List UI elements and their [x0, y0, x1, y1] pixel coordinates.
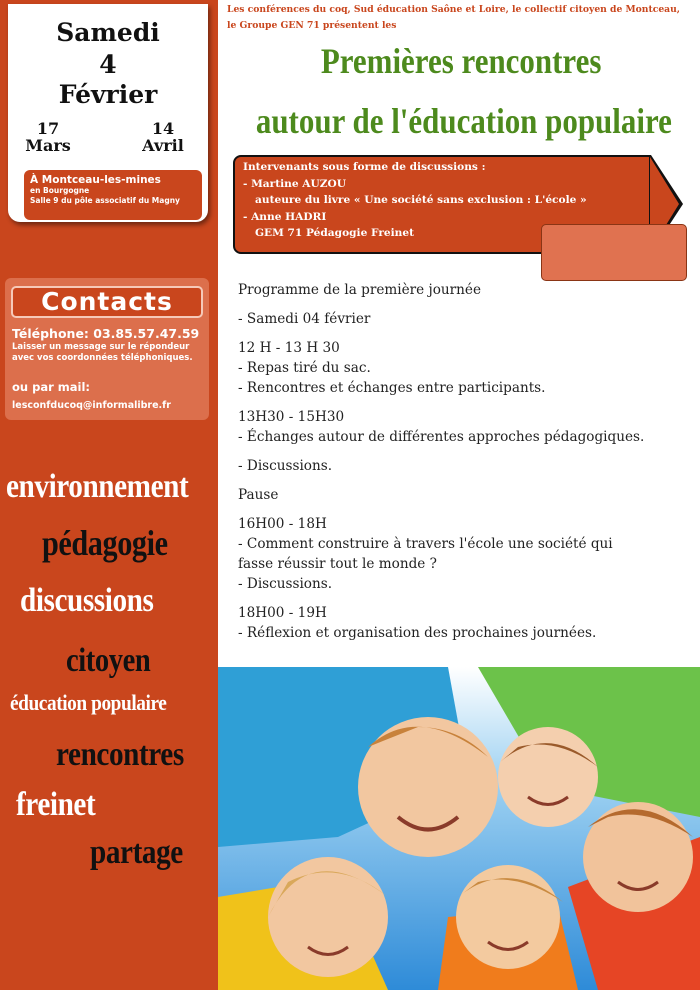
slot-5-item-1: - Réflexion et organisation des prochaines journées. [238, 625, 597, 641]
second-date-month: Mars [25, 136, 71, 155]
program-heading: Programme de la première journée [238, 282, 482, 298]
slot-1-item-1: - Repas tiré du sac. [238, 360, 371, 376]
location-city: À Montceau-les-mines [30, 174, 161, 186]
slot-4-item-1: - Comment construire à travers l'école une société qui [238, 536, 613, 552]
slot-4-item-2: fasse réussir tout le monde ? [238, 556, 437, 572]
speakers-heading: Intervenants sous forme de discussions : [243, 161, 486, 173]
left-sidebar [0, 0, 218, 990]
children-photo-illustration [218, 667, 700, 990]
second-date-day: 17 [36, 119, 60, 138]
title-line-1-text: Premières rencontres [320, 41, 602, 81]
third-date-month: Avril [142, 136, 184, 155]
keyword-freinet: freinet [16, 786, 96, 823]
slot-2-time: 13H30 - 15H30 [238, 409, 345, 425]
page-title-line-2 [222, 100, 700, 142]
slot-pause: Pause [238, 487, 279, 503]
speaker-2-name: - Anne HADRI [243, 210, 327, 223]
location-venue: Salle 9 du pôle associatif du Magny [30, 196, 180, 205]
keyword-rencontres: rencontres [56, 736, 184, 773]
event-month: Février [58, 80, 158, 109]
event-day: Samedi [56, 18, 160, 47]
program-date: - Samedi 04 février [238, 311, 371, 327]
page-title-line-1 [222, 40, 700, 82]
keyword-discussions: discussions [20, 582, 154, 619]
contact-phone: Téléphone: 03.85.57.47.59 [12, 326, 200, 341]
contact-mail-label: ou par mail: [12, 380, 90, 394]
title-line-2-text: autour de l'éducation populaire [255, 101, 672, 141]
speaker-1-role: auteure du livre « Une société sans exclusion : L'école » [255, 194, 587, 206]
organizers-text [227, 2, 697, 34]
decorative-rectangle [541, 224, 687, 281]
third-date-day: 14 [151, 119, 175, 138]
slot-1-time: 12 H - 13 H 30 [238, 340, 340, 356]
contacts-title: Contacts [11, 286, 203, 318]
contact-email: lesconfducoq@informalibre.fr [12, 400, 171, 411]
speaker-1-name: - Martine AUZOU [243, 177, 346, 190]
slot-2-item-2: - Discussions. [238, 458, 333, 474]
slot-2-item-1: - Échanges autour de différentes approches pédagogiques. [238, 429, 645, 445]
slot-4-time: 16H00 - 18H [238, 516, 327, 532]
slot-1-item-2: - Rencontres et échanges entre participants. [238, 380, 546, 396]
event-day-number: 4 [99, 50, 117, 79]
keyword-partage: partage [90, 834, 183, 871]
second-date [18, 120, 78, 154]
slot-5-time: 18H00 - 19H [238, 605, 327, 621]
program-section [238, 280, 688, 643]
location-region: en Bourgogne [30, 186, 90, 195]
keyword-education-populaire: éducation populaire [10, 690, 167, 715]
slot-4-item-3: - Discussions. [238, 576, 333, 592]
organizers-line-1: Les conférences du coq, Sud éducation Saône et Loire, le collectif citoyen de Montceau, [227, 4, 681, 15]
organizers-line-2: le Groupe GEN 71 présentent les [227, 20, 397, 31]
children-photo [218, 667, 700, 990]
keyword-pedagogie: pédagogie [42, 523, 168, 563]
location-box [24, 170, 202, 220]
keyword-environnement: environnement [6, 468, 189, 505]
keyword-citoyen: citoyen [66, 642, 151, 679]
contact-note: Laisser un message sur le répondeur avec vos coordonnées téléphoniques. [12, 342, 193, 363]
third-date [128, 120, 198, 154]
date-card [8, 4, 208, 222]
speaker-2-role: GEM 71 Pédagogie Freinet [255, 227, 415, 239]
contacts-box [5, 278, 209, 420]
